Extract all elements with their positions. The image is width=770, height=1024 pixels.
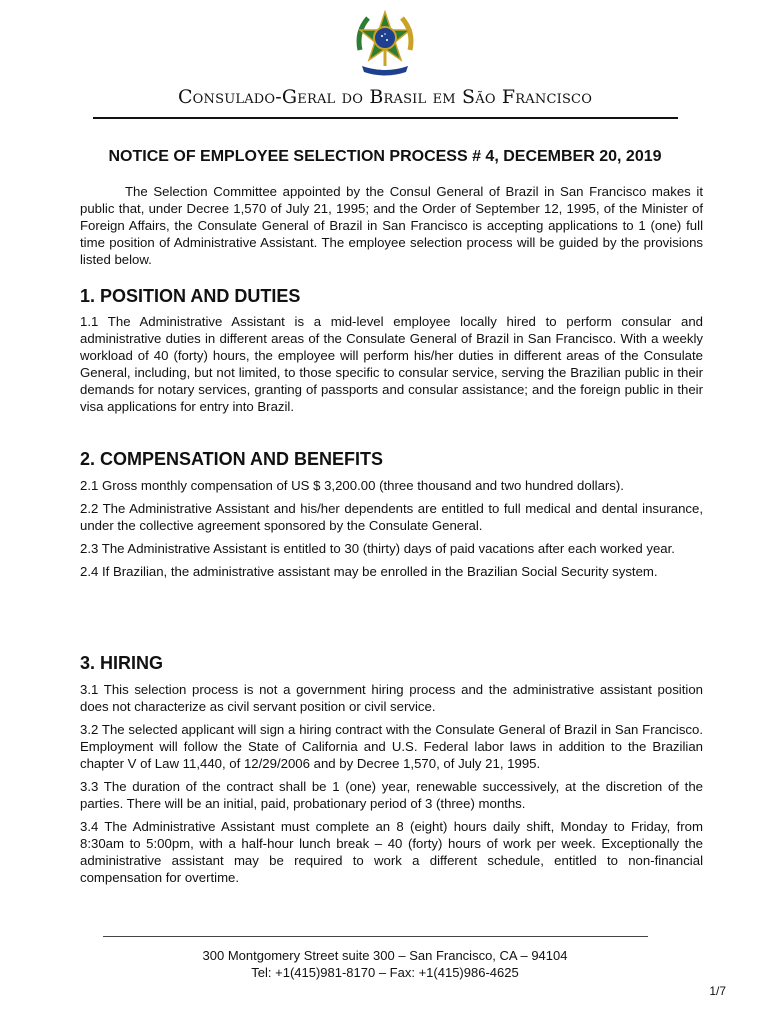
paragraph-3-4: 3.4 The Administrative Assistant must complete an 8 (eight) hours daily shift, Monday to Friday, from 8:30am to 5:00pm, with a half-hour lunch break – 40 (forty) hours of work per week. Exceptionally the administrative assistant may be required to work a different schedule, entitled to non-financial compensation for overtime. [80,819,703,885]
section-body-position-and-duties [80,313,703,421]
footer-contact: Tel: +1(415)981-8170 – Fax: +1(415)986-4625 [251,965,519,980]
footer-divider [103,936,648,937]
paragraph-2-4: 2.4 If Brazilian, the administrative assistant may be enrolled in the Brazilian Social Security system. [80,564,658,579]
footer [0,947,770,981]
brazil-coat-of-arms-emblem [350,8,420,80]
paragraph-3-2: 3.2 The selected applicant will sign a hiring contract with the Consulate General of Brazil in San Francisco. Employment will follow the State of California and U.S. Federal labor laws in addition to the Brazilian chapter V of Law 11,440, of 12/29/2006 and by Decree 1,570, of July 21, 1995. [80,722,703,771]
title-divider [93,117,678,119]
consulate-name: Consulado-Geral do Brasil em São Francisco [177,86,593,108]
page-number: 1/7 [709,984,726,998]
paragraph-3-3: 3.3 The duration of the contract shall be 1 (one) year, renewable successively, at the discretion of the parties. There will be an initial, paid, probationary period of 3 (three) months. [80,779,703,811]
section-body-hiring [80,681,703,892]
paragraph-2-1: 2.1 Gross monthly compensation of US $ 3,200.00 (three thousand and two hundred dollars). [80,478,624,493]
footer-address: 300 Montgomery Street suite 300 – San Francisco, CA – 94104 [202,948,568,963]
intro-paragraph: The Selection Committee appointed by the Consul General of Brazil in San Francisco makes it public that, under Decree 1,570 of July 21, 1995; and the Order of September 12, 1995, of the Minister of Foreign Affairs, the Consulate General of Brazil in San Francisco is accepting applications to 1 (one) full time position of Administrative Assistant. The employee selection process will be guided by the provisions listed below. [80,184,703,267]
paragraph-1-1: 1.1 The Administrative Assistant is a mid-level employee locally hired to perform consular and administrative duties in different areas of the Consulate General of Brazil in San Francisco. With a weekly workload of 40 (forty) hours, the employee will perform his/her duties in different areas of the Consulate General, including, but not limited, to those specific to consular service, serving the Brazilian public in their demands for notary services, granting of passports and consular assistance; and the foreign public in their visa applications for entry into Brazil. [80,314,703,414]
paragraph-3-1: 3.1 This selection process is not a government hiring process and the administrative assistant position does not characterize as civil servant position or civil service. [80,682,703,714]
notice-title: NOTICE OF EMPLOYEE SELECTION PROCESS # 4, DECEMBER 20, 2019 [108,148,662,165]
section-heading-compensation-and-benefits: 2. COMPENSATION AND BENEFITS [80,449,384,469]
section-body-compensation-and-benefits [80,477,703,586]
paragraph-2-3: 2.3 The Administrative Assistant is entitled to 30 (thirty) days of paid vacations after each worked year. [80,541,675,556]
section-heading-position-and-duties: 1. POSITION AND DUTIES [80,286,301,306]
section-heading-hiring: 3. HIRING [80,653,164,673]
paragraph-2-2: 2.2 The Administrative Assistant and his/her dependents are entitled to full medical and dental insurance, under the collective agreement sponsored by the Consulate General. [80,501,703,533]
